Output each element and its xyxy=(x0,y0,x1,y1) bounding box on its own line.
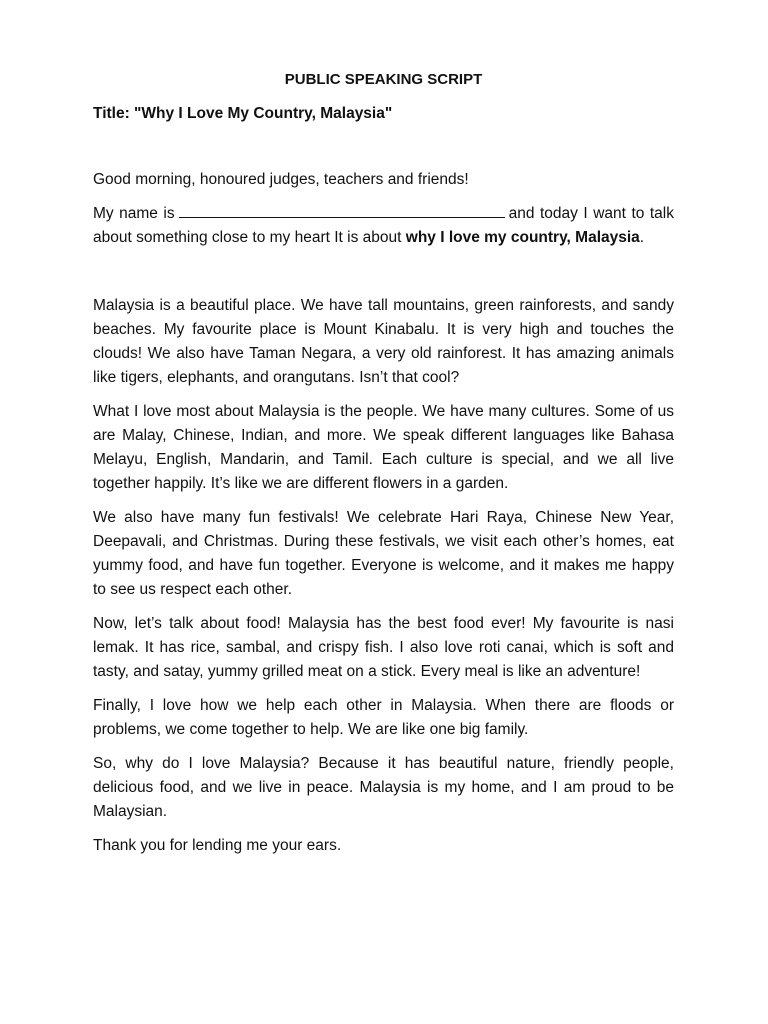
intro-before-blank: My name is xyxy=(93,205,175,222)
body-paragraph-help: Finally, I love how we help each other in Malaysia. When there are floods or problems, we come together to help. We are like one big family. xyxy=(93,697,674,738)
name-blank-line xyxy=(179,202,505,218)
closing-paragraph: Thank you for lending me your ears. xyxy=(93,837,342,854)
body-paragraph-conclusion: So, why do I love Malaysia? Because it has beautiful nature, friendly people, delicious food, and we live in peace. Malaysia is my home, and I am proud to be Malaysian. xyxy=(93,755,674,820)
intro-paragraph xyxy=(93,202,674,250)
intro-topic-bold: why I love my country, Malaysia xyxy=(405,229,640,246)
intro-after-blank: and today I want to talk about something close to my heart It is about xyxy=(93,205,674,246)
body-paragraph-nature: Malaysia is a beautiful place. We have tall mountains, green rainforests, and sandy beaches. My favourite place is Mount Kinabalu. It is very high and touches the clouds! We also have Taman Negara, a very old rainforest. It has amazing animals like tigers, elephants, and orangutans. Isn’t that cool? xyxy=(93,297,674,386)
intro-end: . xyxy=(639,229,645,246)
speech-title: Title: "Why I Love My Country, Malaysia" xyxy=(93,105,393,122)
body-paragraph-people: What I love most about Malaysia is the people. We have many cultures. Some of us are Malay, Chinese, Indian, and more. We speak different languages like Bahasa Melayu, English, Mandarin, and Tamil. Each culture is special, and we all live together happily. It’s like we are different flowers in a garden. xyxy=(93,403,674,492)
greeting-paragraph: Good morning, honoured judges, teachers and friends! xyxy=(93,171,469,188)
document-heading: PUBLIC SPEAKING SCRIPT xyxy=(284,71,483,88)
body-paragraph-festivals: We also have many fun festivals! We celebrate Hari Raya, Chinese New Year, Deepavali, and Christmas. During these festivals, we visit each other’s homes, eat yummy food, and have fun together. Everyone is welcome, and it makes me happy to see us respect each other. xyxy=(93,509,674,598)
body-paragraph-food: Now, let’s talk about food! Malaysia has the best food ever! My favourite is nasi lemak. It has rice, sambal, and crispy fish. I also love roti canai, which is soft and tasty, and satay, yummy grilled meat on a stick. Every meal is like an adventure! xyxy=(93,615,674,680)
